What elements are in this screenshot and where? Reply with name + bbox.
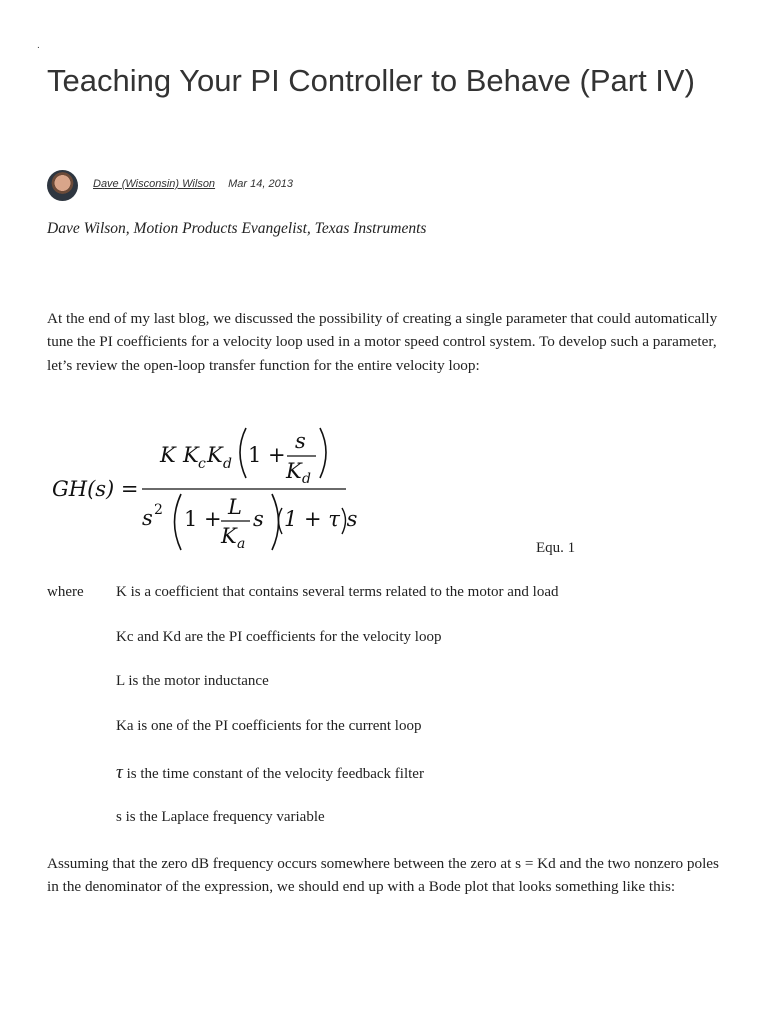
eq-num-kd: K: [207, 443, 223, 467]
eq-num-kc: K: [183, 443, 199, 467]
eq-paren-right-2: [272, 494, 279, 550]
eq-den-sq: 2: [154, 502, 163, 518]
equation-label: Equ. 1: [536, 540, 576, 556]
publish-date: Mar 14, 2013: [228, 178, 293, 190]
definition-tau: [116, 762, 424, 784]
eq-paren-right-1: [320, 428, 326, 478]
eq-lhs: GH(s) =: [52, 477, 139, 501]
eq-den-s: s: [142, 506, 153, 530]
eq-one-plus-1: 1 +: [248, 443, 286, 467]
eq-frac-kd-sub: d: [302, 471, 311, 487]
eq-frac-ka: K: [221, 524, 237, 548]
author-link[interactable]: Dave (Wisconsin) Wilson: [93, 178, 216, 190]
closing-paragraph: Assuming that the zero dB frequency occurs somewhere between the zero at s = Kd and the two nonzero poles in the denominator of the expression, we should end up with a Bode plot that looks something like this:: [47, 855, 719, 896]
article-meta: [93, 178, 293, 190]
definition-l: L is the motor inductance: [116, 673, 269, 689]
eq-frac-ka-sub: a: [237, 536, 246, 552]
eq-tau-group: 1 + τ s: [284, 507, 358, 531]
intro-paragraph: At the end of my last blog, we discussed the possibility of creating a single parameter that could automatically tune the PI coefficients for a velocity loop used in a motor speed control system. To develop such a parameter, let’s review the open-loop transfer function for the entire velocity loop:: [47, 310, 718, 374]
article-title: Teaching Your PI Controller to Behave (Part IV): [47, 63, 695, 98]
definition-kc-kd: Kc and Kd are the PI coefficients for the velocity loop: [116, 629, 442, 645]
transfer-function-equation: [50, 420, 360, 555]
author-byline: Dave Wilson, Motion Products Evangelist, Texas Instruments: [47, 220, 427, 237]
eq-sub-c: c: [198, 456, 206, 472]
tau-symbol: τ: [116, 762, 123, 783]
eq-paren-left-2: [175, 494, 182, 550]
eq-frac-kd: K: [286, 459, 302, 483]
eq-frac-s: s: [295, 429, 306, 453]
definition-ka: Ka is one of the PI coefficients for the current loop: [116, 718, 422, 734]
eq-sub-d: d: [223, 456, 232, 472]
eq-paren-left-1: [240, 428, 246, 478]
eq-paren-left-3: [279, 508, 283, 534]
stray-mark: .: [37, 40, 40, 51]
eq-num-k: K: [160, 443, 176, 467]
definition-k: K is a coefficient that contains several terms related to the motor and load: [116, 584, 559, 600]
eq-den-s2: s: [253, 507, 264, 531]
definition-s: s is the Laplace frequency variable: [116, 809, 325, 825]
definition-tau-text: is the time constant of the velocity feedback filter: [126, 766, 424, 782]
eq-den-one-plus: 1 +: [184, 507, 222, 531]
author-avatar[interactable]: [47, 170, 78, 201]
eq-frac-l: L: [228, 495, 242, 519]
where-label: where: [47, 584, 84, 600]
